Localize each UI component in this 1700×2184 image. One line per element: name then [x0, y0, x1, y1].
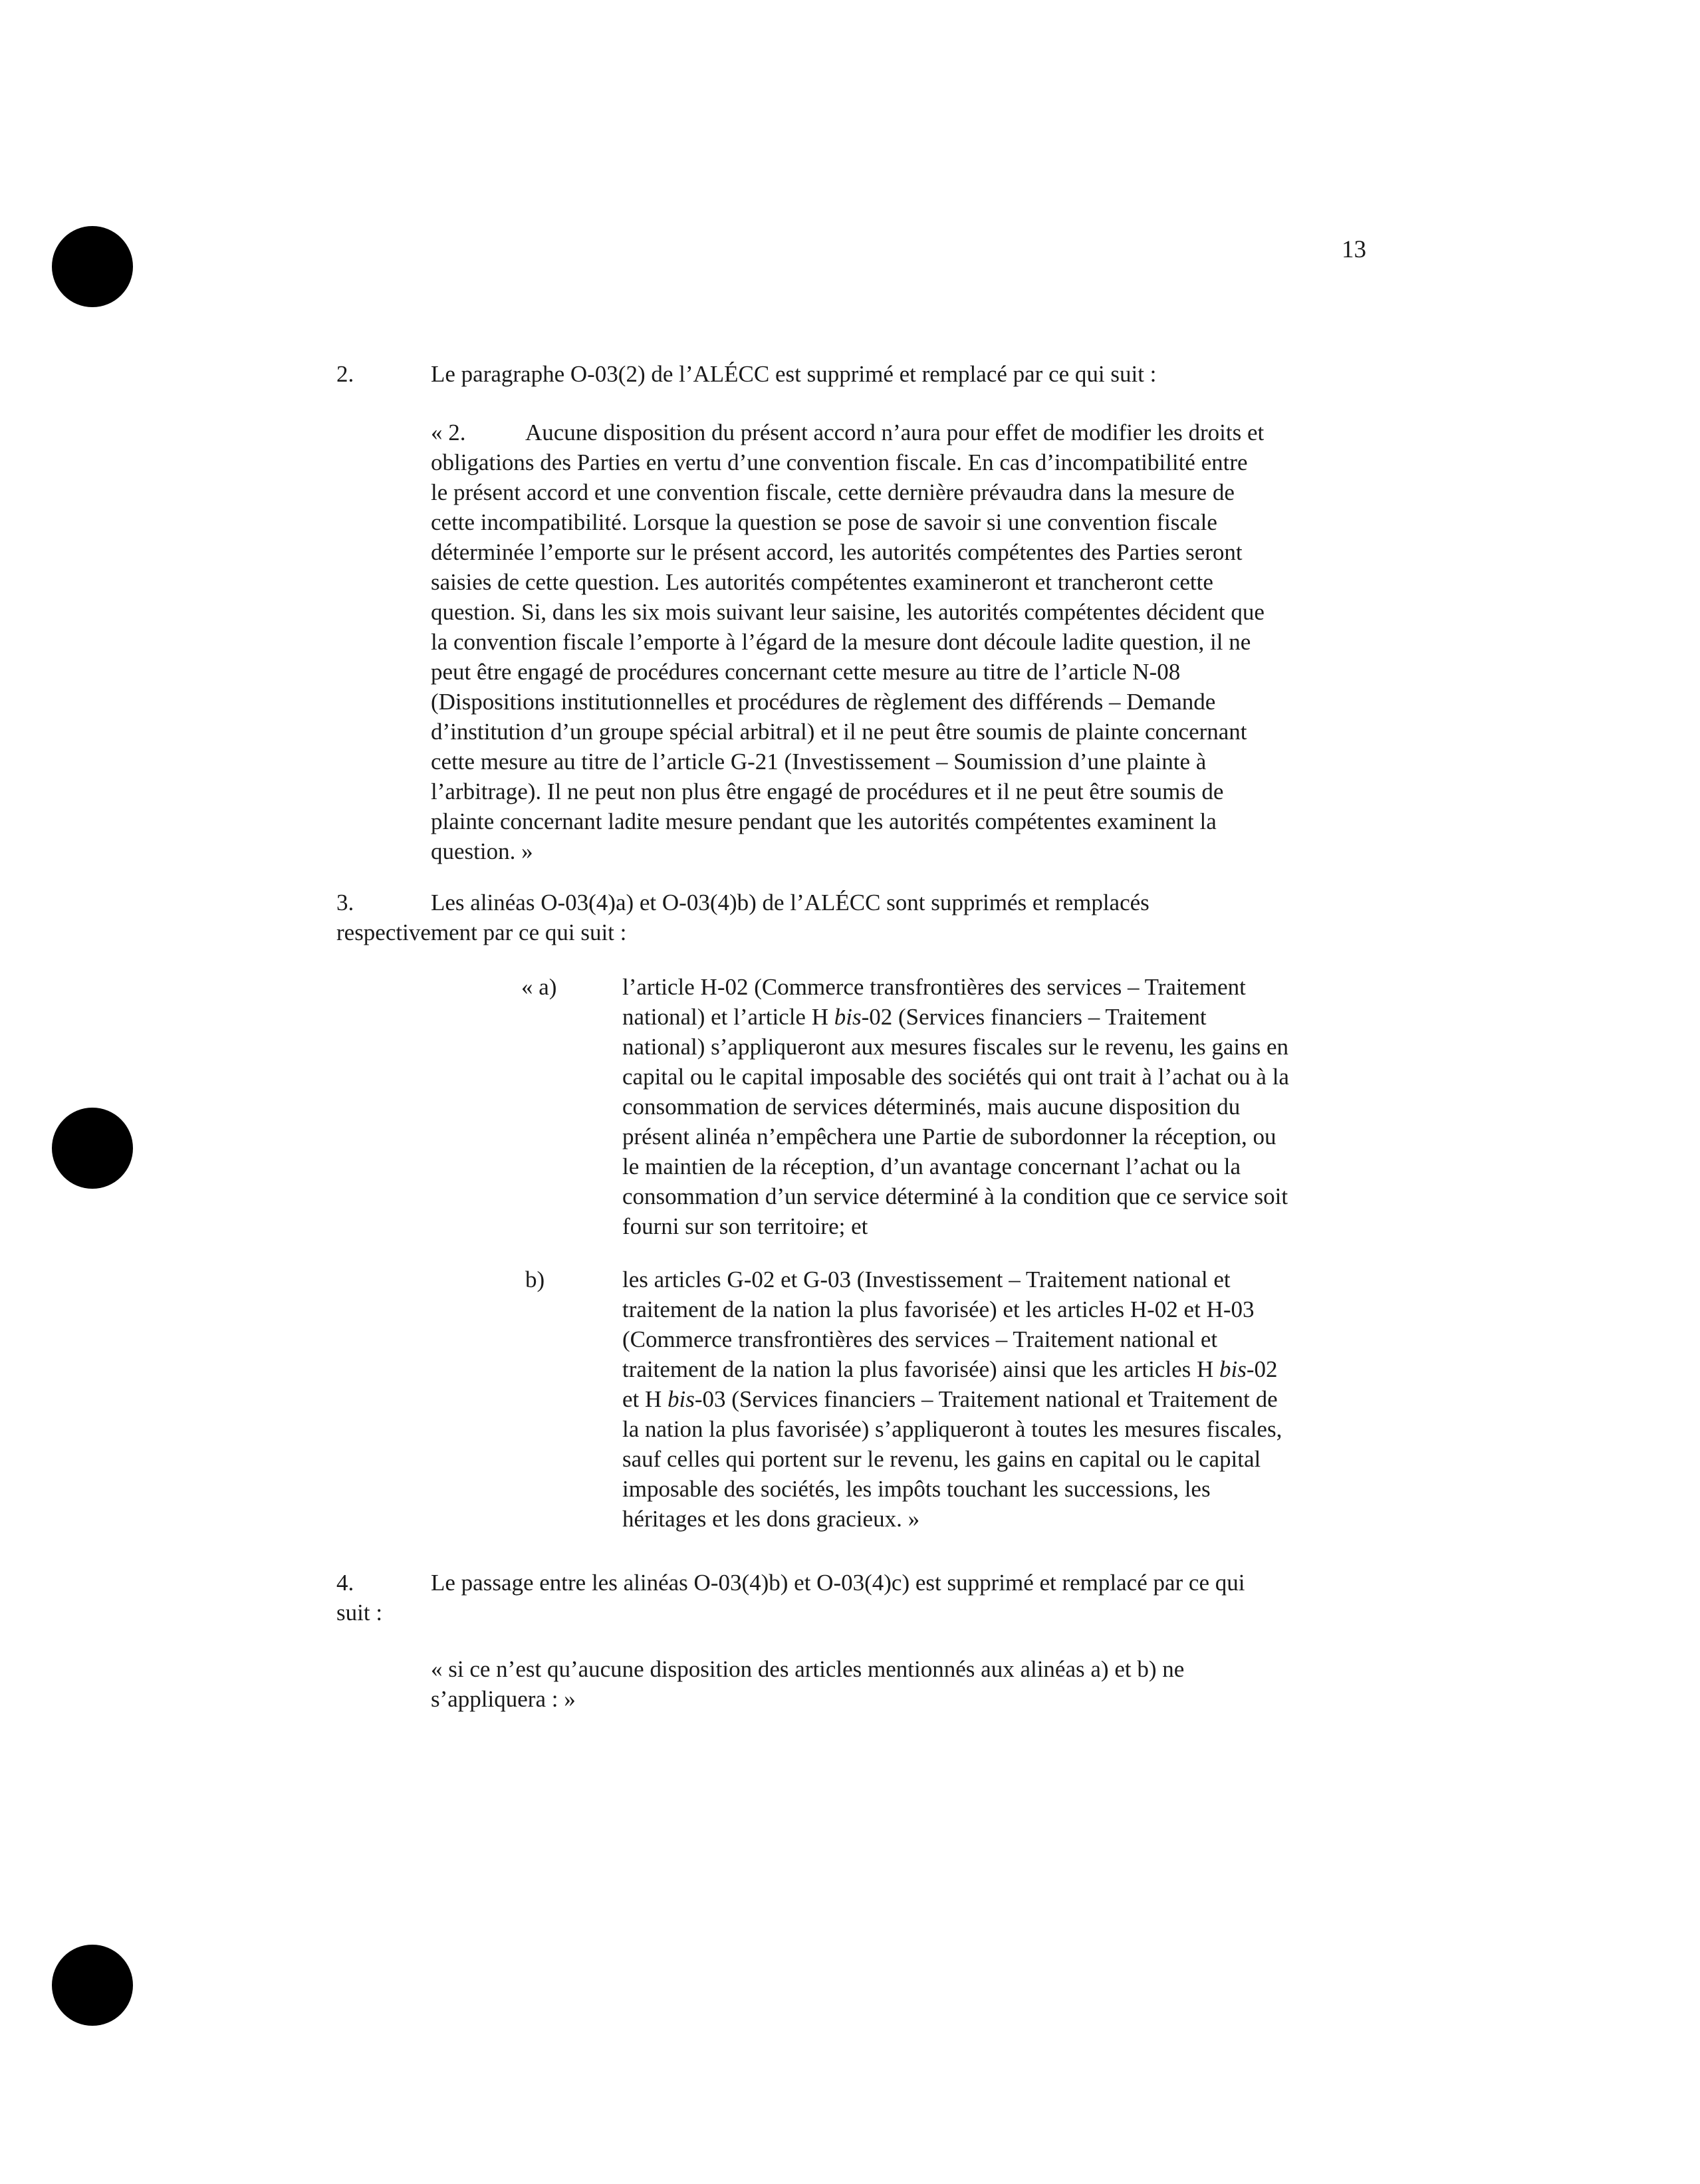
item-a-text — [622, 972, 1289, 1241]
text-line: question. » — [431, 838, 533, 864]
text-line: plainte concernant ladite mesure pendant que les autorités compétentes examinent la — [431, 808, 1217, 834]
text-line: et H bis-03 (Services financiers – Traitement national et Traitement de — [622, 1386, 1278, 1412]
text-line: fourni sur son territoire; et — [622, 1213, 868, 1239]
section-3-intro — [336, 888, 1150, 947]
item-b-text — [622, 1265, 1282, 1534]
text-line: d’institution d’un groupe spécial arbitral) et il ne peut être soumis de plainte concernant — [431, 719, 1247, 745]
punch-hole-bottom — [52, 1945, 133, 2026]
text-line: (Commerce transfrontières des services – Traitement national et — [622, 1326, 1218, 1352]
text-line: Les alinéas O-03(4)a) et O-03(4)b) de l’ALÉCC sont supprimés et remplacés — [431, 890, 1150, 915]
page-number: 13 — [1342, 236, 1366, 263]
text-line: déterminée l’emporte sur le présent accord, les autorités compétentes des Parties seront — [431, 539, 1243, 565]
text-line: traitement de la nation la plus favorisée) ainsi que les articles H bis-02 — [622, 1356, 1278, 1382]
text-line: le présent accord et une convention fiscale, cette dernière prévaudra dans la mesure de — [431, 479, 1235, 505]
text-line: saisies de cette question. Les autorités compétentes examineront et trancheront cette — [431, 569, 1213, 595]
item-a-label: « a) — [521, 974, 557, 1000]
text-line: le maintien de la réception, d’un avantage concernant l’achat ou la — [622, 1153, 1241, 1179]
text-line: Aucune disposition du présent accord n’aura pour effet de modifier les droits et — [525, 420, 1265, 445]
text-line: Le passage entre les alinéas O-03(4)b) et O-03(4)c) est supprimé et remplacé par ce qui — [431, 1570, 1245, 1596]
section-4-quote — [431, 1654, 1184, 1714]
text-line: héritages et les dons gracieux. » — [622, 1506, 920, 1532]
text-line: les articles G-02 et G-03 (Investissement – Traitement national et — [622, 1267, 1231, 1292]
text-line: l’arbitrage). Il ne peut non plus être engagé de procédures et il ne peut être soumis de — [431, 779, 1224, 804]
text-line: présent alinéa n’empêchera une Partie de subordonner la réception, ou — [622, 1124, 1276, 1150]
text-line: imposable des sociétés, les impôts touchant les successions, les — [622, 1476, 1211, 1502]
text-line: cette incompatibilité. Lorsque la question se pose de savoir si une convention fiscale — [431, 509, 1217, 535]
text-line: obligations des Parties en vertu d’une convention fiscale. En cas d’incompatibilité entre — [431, 449, 1248, 475]
section-2-number: 2. — [336, 361, 354, 387]
section-2-quote-text — [431, 418, 1265, 866]
text-line: la nation la plus favorisée) s’appliqueront à toutes les mesures fiscales, — [622, 1416, 1282, 1442]
text-line: question. Si, dans les six mois suivant leur saisine, les autorités compétentes décident que — [431, 599, 1265, 625]
punch-hole-top — [52, 226, 133, 307]
text-line: suit : — [336, 1600, 383, 1626]
section-2-quote-label: « 2. — [431, 420, 466, 445]
text-line: consommation d’un service déterminé à la condition que ce service soit — [622, 1183, 1288, 1209]
text-line: national) et l’article H bis-02 (Services financiers – Traitement — [622, 1004, 1207, 1030]
text-line: la convention fiscale l’emporte à l’égard de la mesure dont découle ladite question, il ne — [431, 629, 1251, 655]
section-4-number: 4. — [336, 1570, 354, 1596]
text-line: traitement de la nation la plus favorisée) et les articles H-02 et H-03 — [622, 1296, 1255, 1322]
text-line: capital ou le capital imposable des sociétés qui ont trait à l’achat ou à la — [622, 1064, 1289, 1090]
text-line: peut être engagé de procédures concernant cette mesure au titre de l’article N-08 — [431, 659, 1181, 685]
text-line: respectivement par ce qui suit : — [336, 919, 627, 945]
item-b-label: b) — [525, 1267, 545, 1292]
text-line: Le paragraphe O-03(2) de l’ALÉCC est supprimé et remplacé par ce qui suit : — [431, 361, 1157, 387]
text-line: cette mesure au titre de l’article G-21 (Investissement – Soumission d’une plainte à — [431, 749, 1207, 775]
text-line: national) s’appliqueront aux mesures fiscales sur le revenu, les gains en — [622, 1034, 1289, 1060]
text-line: consommation de services déterminés, mais aucune disposition du — [622, 1094, 1241, 1120]
section-2-intro — [431, 359, 1156, 389]
section-3-number: 3. — [336, 890, 354, 915]
text-line: sauf celles qui portent sur le revenu, les gains en capital ou le capital — [622, 1446, 1261, 1472]
text-line: l’article H-02 (Commerce transfrontières des services – Traitement — [622, 974, 1246, 1000]
text-line: « si ce n’est qu’aucune disposition des articles mentionnés aux alinéas a) et b) ne — [431, 1656, 1185, 1682]
text-line: (Dispositions institutionnelles et procédures de règlement des différends – Demande — [431, 689, 1216, 715]
text-line: s’appliquera : » — [431, 1686, 576, 1712]
punch-hole-middle — [52, 1108, 133, 1189]
section-4-intro — [336, 1568, 1245, 1628]
